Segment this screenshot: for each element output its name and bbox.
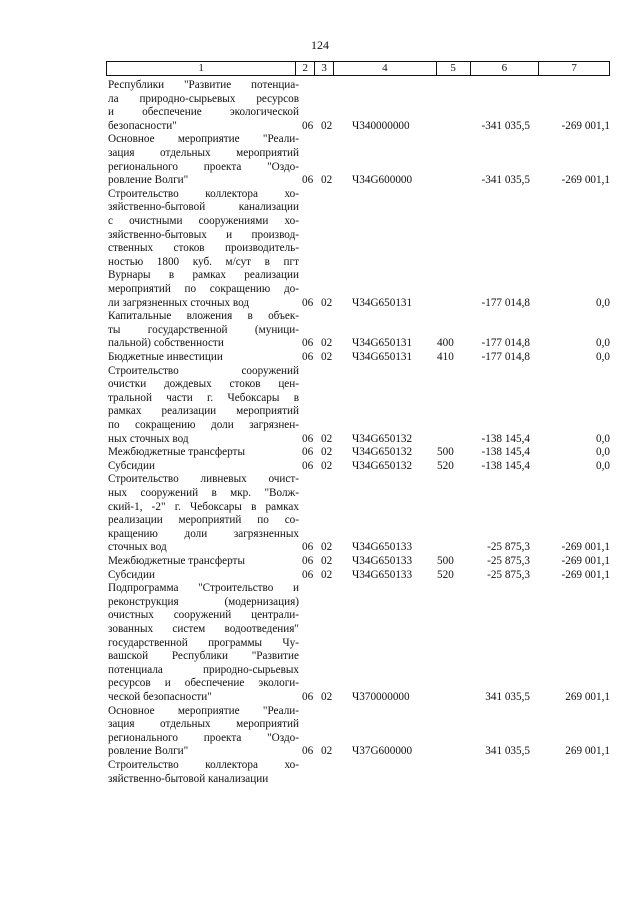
description-line: зяйственно-бытовых и производ- xyxy=(108,228,299,241)
row-description xyxy=(108,351,299,365)
cell-col-6: 341 035,5 xyxy=(485,690,530,703)
cell-col-3: 02 xyxy=(321,174,333,187)
cell-col-6: -177 014,8 xyxy=(481,350,530,363)
cell-col-7: 0,0 xyxy=(596,350,610,363)
description-line: ностью 1800 куб. м/сут в пгт xyxy=(108,255,299,268)
description-line: очистных сооружений централи- xyxy=(108,609,299,622)
cell-col-3: 02 xyxy=(321,337,333,350)
cell-col-5: 400 xyxy=(437,337,454,350)
description-line: Межбюджетные трансферты xyxy=(108,554,245,567)
description-line: государственной программы Чу- xyxy=(108,636,299,649)
table-row xyxy=(0,759,640,786)
cell-col-7: 0,0 xyxy=(596,296,610,309)
description-line: зяйственно-бытовой канализации xyxy=(108,201,299,214)
cell-col-3: 02 xyxy=(321,541,333,554)
description-line: ровление Волги" xyxy=(108,174,189,187)
description-line: ты государственной (муници- xyxy=(108,323,299,336)
cell-col-3: 02 xyxy=(321,446,333,459)
cell-col-6: -138 145,4 xyxy=(481,459,530,472)
description-line: ных сооружений в мкр. "Волж- xyxy=(108,486,299,499)
cell-col-6: -177 014,8 xyxy=(481,296,530,309)
description-line: ровление Волги" xyxy=(108,745,189,758)
cell-col-4: Ч34G650132 xyxy=(352,459,413,472)
cell-col-2: 06 xyxy=(302,745,314,758)
cell-col-5: 500 xyxy=(437,446,454,459)
description-line: и обеспечение экологической xyxy=(108,106,299,119)
description-line: Субсидии xyxy=(108,459,155,472)
cell-col-7: -269 001,1 xyxy=(561,119,610,132)
description-line: ственных стоков производитель- xyxy=(108,242,299,255)
page-number: 124 xyxy=(311,38,329,52)
description-line: Строительство сооружений xyxy=(108,364,299,377)
cell-col-6: -138 145,4 xyxy=(481,446,530,459)
description-line: ческой безопасности" xyxy=(108,690,212,703)
cell-col-3: 02 xyxy=(321,119,333,132)
cell-col-4: Ч340000000 xyxy=(352,119,410,132)
cell-col-7: -269 001,1 xyxy=(561,554,610,567)
row-description xyxy=(108,188,299,310)
table-row xyxy=(0,365,640,447)
cell-col-4: Ч37G600000 xyxy=(352,745,413,758)
row-description xyxy=(108,365,299,447)
cell-col-3: 02 xyxy=(321,554,333,567)
row-description xyxy=(108,310,299,351)
cell-col-6: -341 035,5 xyxy=(481,174,530,187)
description-line: ский-1, -2" г. Чебоксары в рамках xyxy=(108,500,299,513)
table-row xyxy=(0,310,640,351)
header-col-5: 5 xyxy=(437,62,471,75)
description-line: кращению доли загрязненных xyxy=(108,527,299,540)
cell-col-2: 06 xyxy=(302,446,314,459)
description-line: безопасности" xyxy=(108,119,177,132)
description-line: Основное мероприятие "Реали- xyxy=(108,704,299,717)
header-col-2: 2 xyxy=(296,62,315,75)
description-line: Подпрограмма "Строительство и xyxy=(108,582,299,595)
cell-col-4: Ч34G650132 xyxy=(352,446,413,459)
table-row xyxy=(0,582,640,704)
cell-col-4: Ч34G650133 xyxy=(352,541,413,554)
cell-col-6: -341 035,5 xyxy=(481,119,530,132)
row-description xyxy=(108,759,299,786)
row-description xyxy=(108,473,299,555)
cell-col-3: 02 xyxy=(321,568,333,581)
cell-col-3: 02 xyxy=(321,459,333,472)
cell-col-5: 520 xyxy=(437,459,454,472)
row-description xyxy=(108,446,299,460)
cell-col-7: 0,0 xyxy=(596,432,610,445)
table-row xyxy=(0,79,640,133)
cell-col-4: Ч34G650133 xyxy=(352,554,413,567)
cell-col-6: -25 875,3 xyxy=(487,554,530,567)
cell-col-2: 06 xyxy=(302,432,314,445)
cell-col-2: 06 xyxy=(302,554,314,567)
cell-col-2: 06 xyxy=(302,690,314,703)
cell-col-2: 06 xyxy=(302,296,314,309)
cell-col-4: Ч34G650131 xyxy=(352,350,413,363)
description-line: ла природно-сырьевых ресурсов xyxy=(108,92,299,105)
cell-col-7: -269 001,1 xyxy=(561,174,610,187)
description-line: очистки дождевых стоков цен- xyxy=(108,378,299,391)
cell-col-4: Ч34G650131 xyxy=(352,296,413,309)
description-line: Субсидии xyxy=(108,568,155,581)
description-line: рамках реализации мероприятий xyxy=(108,405,299,418)
cell-col-5: 520 xyxy=(437,568,454,581)
description-line: зация отдельных мероприятий xyxy=(108,146,299,159)
description-line: зация отдельных мероприятий xyxy=(108,718,299,731)
cell-col-2: 06 xyxy=(302,119,314,132)
cell-col-4: Ч370000000 xyxy=(352,690,410,703)
header-col-7: 7 xyxy=(571,62,577,74)
table-row xyxy=(0,555,640,569)
table-row xyxy=(0,446,640,460)
description-line: Бюджетные инвестиции xyxy=(108,350,223,363)
cell-col-2: 06 xyxy=(302,568,314,581)
cell-col-2: 06 xyxy=(302,459,314,472)
cell-col-3: 02 xyxy=(321,350,333,363)
row-description xyxy=(108,582,299,704)
cell-col-7: -269 001,1 xyxy=(561,541,610,554)
table-row xyxy=(0,569,640,583)
cell-col-5: 500 xyxy=(437,554,454,567)
table-row xyxy=(0,188,640,310)
cell-col-6: -138 145,4 xyxy=(481,432,530,445)
table-row xyxy=(0,133,640,187)
description-line: потенциала природно-сырьевых xyxy=(108,663,299,676)
cell-col-7: 0,0 xyxy=(596,459,610,472)
cell-col-4: Ч34G650132 xyxy=(352,432,413,445)
table-body xyxy=(0,79,640,786)
description-line: Капитальные вложения в объек- xyxy=(108,310,299,323)
cell-col-7: 0,0 xyxy=(596,337,610,350)
cell-col-3: 02 xyxy=(321,690,333,703)
description-line: регионального проекта "Оздо- xyxy=(108,731,299,744)
cell-col-7: 269 001,1 xyxy=(565,745,610,758)
description-line: Республики "Развитие потенциа- xyxy=(108,79,299,91)
description-line: Вурнары в рамках реализации xyxy=(108,269,299,282)
description-line: регионального проекта "Оздо- xyxy=(108,160,299,173)
cell-col-7: 269 001,1 xyxy=(565,690,610,703)
header-col-6: 6 xyxy=(471,62,540,75)
description-line: ных сточных вод xyxy=(108,432,189,445)
description-line: реализации мероприятий по со- xyxy=(108,514,299,527)
row-description xyxy=(108,133,299,187)
row-description xyxy=(108,555,299,569)
row-description xyxy=(108,569,299,583)
cell-col-2: 06 xyxy=(302,350,314,363)
cell-col-4: Ч34G650131 xyxy=(352,337,413,350)
description-line: тральной части г. Чебоксары в xyxy=(108,391,299,404)
header-col-4: 4 xyxy=(334,62,437,75)
cell-col-6: -25 875,3 xyxy=(487,568,530,581)
description-line: пальной) собственности xyxy=(108,337,224,350)
description-line: Строительство коллектора хо- xyxy=(108,758,299,771)
cell-col-2: 06 xyxy=(302,337,314,350)
cell-col-4: Ч34G650133 xyxy=(352,568,413,581)
cell-col-7: -269 001,1 xyxy=(561,568,610,581)
description-line: зяйственно-бытовой канализации xyxy=(108,772,269,785)
row-description xyxy=(108,79,299,133)
table-row xyxy=(0,460,640,474)
cell-col-6: -25 875,3 xyxy=(487,541,530,554)
description-line: Основное мероприятие "Реали- xyxy=(108,133,299,146)
description-line: по сокращению доли загрязнен- xyxy=(108,418,299,431)
cell-col-3: 02 xyxy=(321,745,333,758)
row-description xyxy=(108,460,299,474)
row-description xyxy=(108,705,299,759)
description-line: Строительство ливневых очист- xyxy=(108,473,299,486)
description-line: ресурсов и обеспечение экологи- xyxy=(108,677,299,690)
table-row xyxy=(0,473,640,555)
description-line: Строительство коллектора хо- xyxy=(108,187,299,200)
description-line: с очистными сооружениями хо- xyxy=(108,214,299,227)
description-line: вашской Республики "Развитие xyxy=(108,650,299,663)
cell-col-5: 410 xyxy=(437,350,454,363)
cell-col-7: 0,0 xyxy=(596,446,610,459)
cell-col-4: Ч34G600000 xyxy=(352,174,413,187)
description-line: ли загрязненных сточных вод xyxy=(108,296,250,309)
header-col-3: 3 xyxy=(315,62,334,75)
table-row xyxy=(0,351,640,365)
table-row xyxy=(0,705,640,759)
cell-col-2: 06 xyxy=(302,174,314,187)
description-line: реконструкция (модернизация) xyxy=(108,595,299,608)
cell-col-3: 02 xyxy=(321,432,333,445)
header-col-1: 1 xyxy=(107,62,296,75)
description-line: зованных систем водоотведения" xyxy=(108,622,299,635)
description-line: сточных вод xyxy=(108,541,167,554)
cell-col-6: -177 014,8 xyxy=(481,337,530,350)
table-header xyxy=(106,61,610,76)
cell-col-3: 02 xyxy=(321,296,333,309)
cell-col-6: 341 035,5 xyxy=(485,745,530,758)
cell-col-2: 06 xyxy=(302,541,314,554)
description-line: Межбюджетные трансферты xyxy=(108,446,245,459)
description-line: мероприятий по сокращению до- xyxy=(108,282,299,295)
